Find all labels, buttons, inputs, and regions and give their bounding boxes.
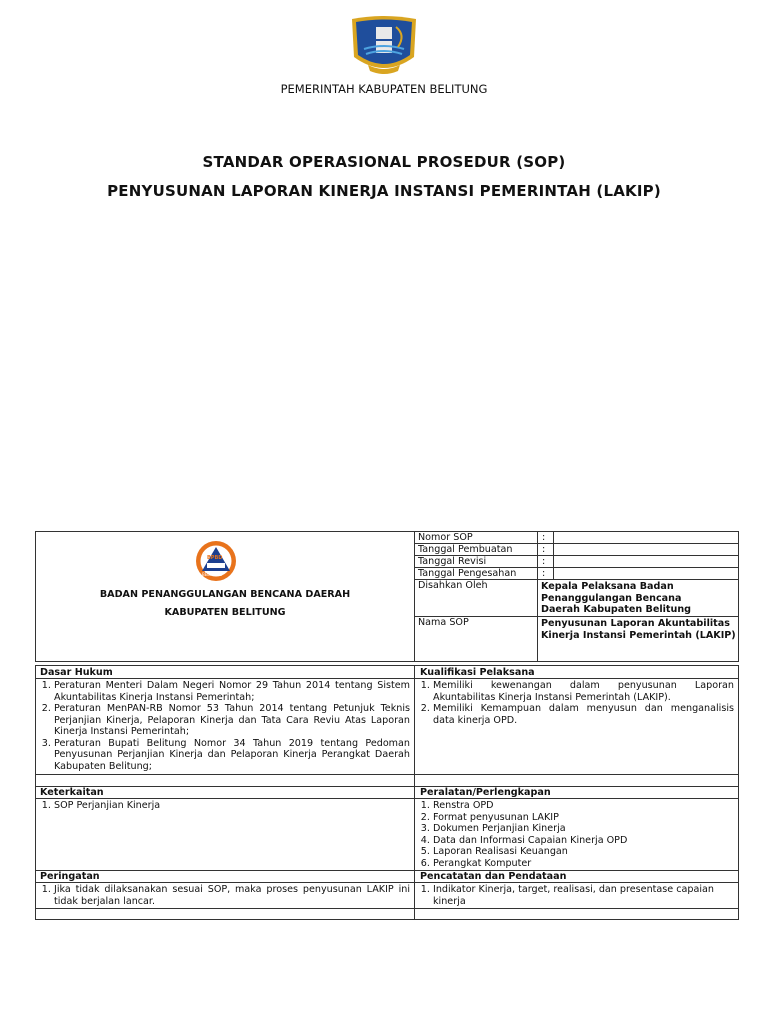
tanggal-revisi-colon: : (542, 556, 546, 567)
sop-identity-table (35, 531, 739, 662)
peralatan-item: 1. Renstra OPD (433, 800, 734, 812)
pencatatan-list (419, 884, 737, 907)
agency-name: BADAN PENANGGULANGAN BENCANA DAERAH (99, 589, 351, 600)
government-name: PEMERINTAH KABUPATEN BELITUNG (280, 82, 488, 96)
bpbd-logo-label: BPBD (207, 555, 223, 561)
nama-sop-label: Nama SOP (418, 617, 469, 628)
peralatan-heading: Peralatan/Perlengkapan (420, 787, 551, 798)
peralatan-item: 5. Laporan Realisasi Keuangan (433, 846, 734, 858)
peralatan-list (419, 800, 734, 869)
peringatan-heading: Peringatan (40, 871, 100, 882)
tanggal-pengesahan-label: Tanggal Pengesahan (418, 568, 517, 579)
nama-sop-value: Penyusunan Laporan Akuntabilitas Kinerja Instansi Pemerintah (LAKIP) (541, 618, 736, 641)
nomor-sop-colon: : (542, 532, 546, 543)
kualifikasi-item: 2. Memiliki Kemampuan dalam menyusun dan menganalisis data kinerja OPD. (433, 703, 734, 726)
kualifikasi-item: 1. Memiliki kewenangan dalam penyusunan Laporan Akuntabilitas Kinerja Instansi Pemerintah (LAKIP). (433, 680, 734, 703)
peralatan-item: 3. Dokumen Perjanjian Kinerja (433, 823, 734, 835)
dasar-hukum-item: 2. Peraturan MenPAN-RB Nomor 53 Tahun 2014 tentang Petunjuk Teknis Perjanjian Kinerja, Pelaporan Kinerja dan Tata Cara Reviu Atas Laporan Kinerja Instansi Pemerintah; (54, 703, 410, 738)
peringatan-item: 1. Jika tidak dilaksanakan sesuai SOP, maka proses penyusunan LAKIP ini tidak berjalan lancar. (54, 884, 410, 907)
dasar-hukum-item: 3. Peraturan Bupati Belitung Nomor 34 Tahun 2019 tentang Pedoman Penyusunan Perjanjian Kinerja dan Pelaporan Kinerja Perangkat Daerah Kabupaten Belitung; (54, 738, 410, 773)
disahkan-oleh-value: Kepala Pelaksana Badan Penanggulangan Bencana Daerah Kabupaten Belitung (541, 581, 692, 615)
kualifikasi-heading: Kualifikasi Pelaksana (420, 667, 535, 678)
peralatan-item: 2. Format penyusunan LAKIP (433, 812, 734, 824)
keterkaitan-item: 1. SOP Perjanjian Kinerja (54, 800, 410, 812)
tanggal-pembuatan-colon: : (542, 544, 546, 555)
tanggal-revisi-label: Tanggal Revisi (418, 556, 487, 567)
dasar-hukum-list (40, 680, 410, 772)
pencatatan-item: 1. Indikator Kinerja, target, realisasi, dan presentase capaian kinerja (433, 884, 737, 907)
document-subtitle: PENYUSUNAN LAPORAN KINERJA INSTANSI PEMERINTAH (LAKIP) (107, 182, 661, 200)
dasar-hukum-heading: Dasar Hukum (40, 667, 113, 678)
tanggal-pengesahan-colon: : (542, 568, 546, 579)
peralatan-item: 4. Data dan Informasi Capaian Kinerja OPD (433, 835, 734, 847)
bpbd-logo-bottom-label: BELITUNG (202, 572, 223, 577)
document-title: STANDAR OPERASIONAL PROSEDUR (SOP) (202, 153, 566, 171)
belitung-crest-logo (346, 13, 422, 77)
nomor-sop-label: Nomor SOP (418, 532, 473, 543)
peralatan-item: 6. Perangkat Komputer (433, 858, 734, 870)
disahkan-oleh-label: Disahkan Oleh (418, 580, 488, 591)
kualifikasi-list (419, 680, 734, 726)
sop-detail-table (35, 665, 739, 920)
keterkaitan-heading: Keterkaitan (40, 787, 104, 798)
peringatan-list (40, 884, 410, 907)
dasar-hukum-item: 1. Peraturan Menteri Dalam Negeri Nomor 29 Tahun 2014 tentang Sistem Akuntabilitas Kinerja Instansi Pemerintah; (54, 680, 410, 703)
agency-region: KABUPATEN BELITUNG (164, 607, 286, 618)
tanggal-pembuatan-label: Tanggal Pembuatan (418, 544, 513, 555)
keterkaitan-list (40, 800, 410, 812)
pencatatan-heading: Pencatatan dan Pendataan (420, 871, 567, 882)
